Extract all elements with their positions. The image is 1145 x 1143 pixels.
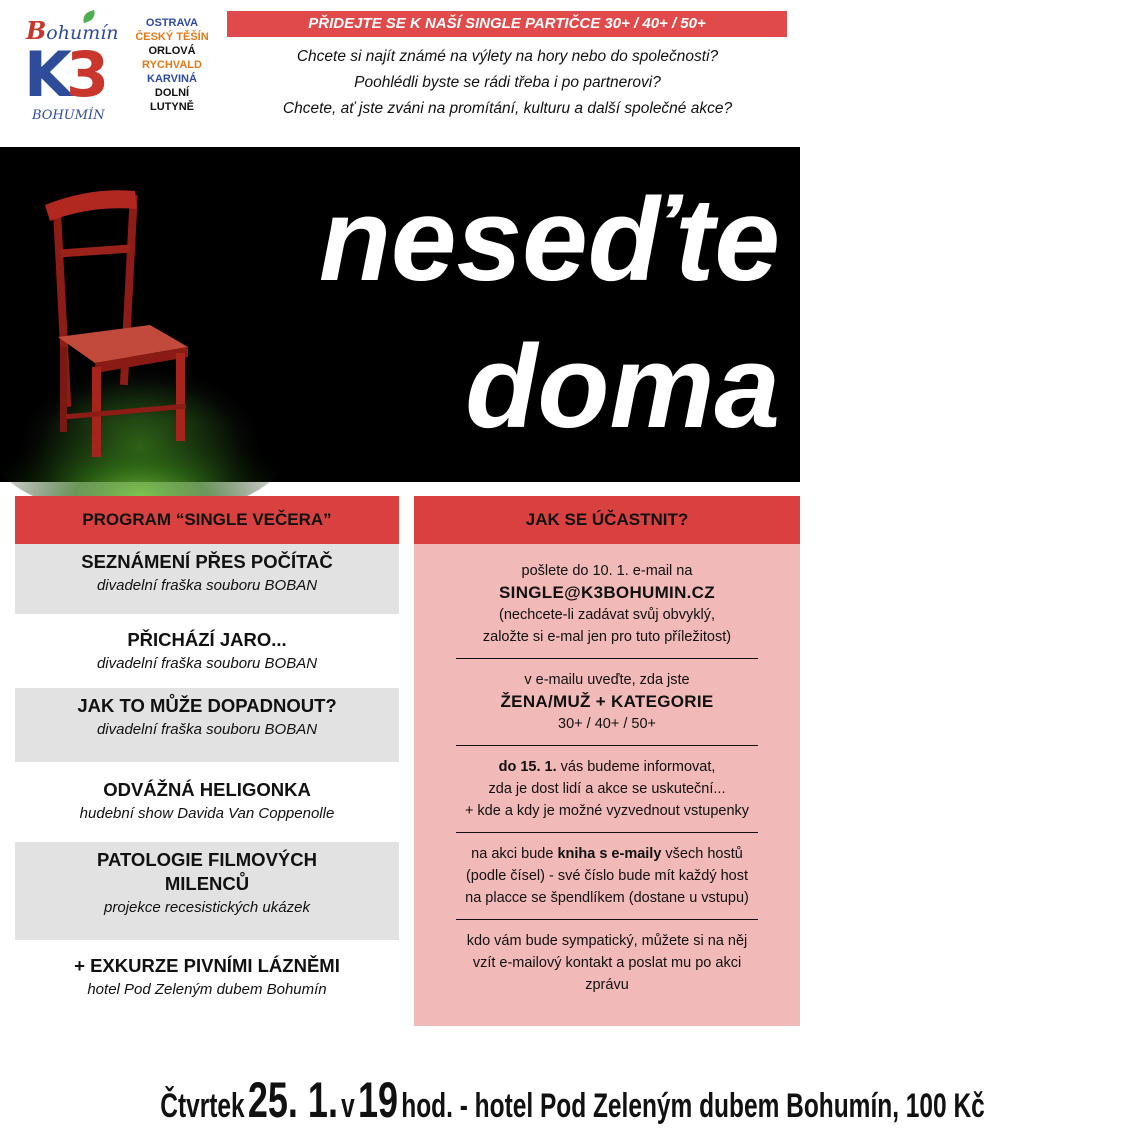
red-chair-illustration bbox=[0, 147, 268, 482]
step-text: pošlete do 10. 1. e-mail na bbox=[521, 563, 693, 579]
step-text: vzít e-mailový kontakt a poslat mu po akci bbox=[472, 955, 742, 971]
program-item-subtitle: hudební show Davida Van Coppenolle bbox=[79, 805, 335, 822]
invite-question: Chcete si najít známé na výlety na hory nebo do společnosti? bbox=[296, 48, 719, 65]
logo-wordmark-bottom: BOHUMÍN bbox=[32, 108, 105, 123]
program-item bbox=[15, 544, 399, 614]
k3-bohumin-logo bbox=[20, 12, 120, 128]
step-text: (podle čísel) - své číslo bude mít každý host bbox=[465, 868, 749, 884]
program-item bbox=[15, 688, 399, 762]
invite-question: Poohlédli byste se rádi třeba i po partnerovi? bbox=[354, 74, 661, 91]
step-text: v e-mailu uveďte, zda jste bbox=[524, 672, 690, 688]
program-item bbox=[15, 614, 399, 688]
city-name: RYCHVALD bbox=[142, 59, 202, 71]
headline-line-2: doma bbox=[465, 321, 780, 453]
program-item-title: SEZNÁMENÍ PŘES POČÍTAČ bbox=[81, 551, 333, 572]
program-heading: PROGRAM “SINGLE VEČERA” bbox=[15, 496, 399, 544]
event-day: Čtvrtek bbox=[160, 1087, 245, 1125]
step-text-rest: vás budeme informovat, bbox=[556, 759, 716, 775]
logo-k3-mark: K3 bbox=[24, 38, 104, 111]
program-item bbox=[15, 940, 399, 1014]
participation-section bbox=[414, 496, 800, 1026]
divider bbox=[456, 919, 758, 920]
program-item-title: JAK TO MŮŽE DOPADNOUT? bbox=[77, 695, 337, 716]
participation-steps bbox=[414, 544, 800, 1002]
step-text-post: všech hostů bbox=[661, 846, 743, 862]
step-text: zda je dost lidí a akce se uskuteční... bbox=[488, 781, 726, 797]
step-text bbox=[456, 843, 758, 865]
program-item-title: ODVÁŽNÁ HELIGONKA bbox=[103, 779, 311, 800]
program-item-title: PATOLOGIE FILMOVÝCH MILENCŮ bbox=[97, 849, 317, 894]
program-item-subtitle: divadelní fraška souboru BOBAN bbox=[96, 721, 318, 738]
step-text-pre: na akci bude bbox=[471, 846, 558, 862]
invite-question: Chcete, ať jste zváni na promítání, kulturu a další společné akce? bbox=[282, 100, 733, 117]
hero-banner bbox=[0, 147, 800, 482]
participation-step bbox=[456, 924, 758, 1002]
step-emphasis: kniha s e-maily bbox=[557, 846, 662, 862]
program-item-subtitle: divadelní fraška souboru BOBAN bbox=[96, 577, 318, 594]
step-text: (nechcete-li zadávat svůj obvyklý, bbox=[499, 607, 715, 623]
step-text: zprávu bbox=[585, 977, 629, 993]
step-text: 30+ / 40+ / 50+ bbox=[558, 716, 656, 732]
program-section bbox=[15, 496, 399, 1014]
event-venue-price: hod. - hotel Pod Zeleným dubem Bohumín, 100 Kč bbox=[401, 1087, 985, 1125]
city-name: DOLNÍ bbox=[154, 87, 190, 99]
program-item-subtitle: divadelní fraška souboru BOBAN bbox=[96, 655, 318, 672]
participation-heading: JAK SE ÚČASTNIT? bbox=[414, 496, 800, 544]
city-name: OSTRAVA bbox=[145, 17, 199, 29]
event-at: v bbox=[341, 1087, 355, 1125]
step-text: kdo vám bude sympatický, můžete si na něj bbox=[466, 933, 748, 949]
step-text bbox=[456, 756, 758, 778]
divider bbox=[456, 832, 758, 833]
program-item-title: + EXKURZE PIVNÍMI LÁZNĚMI bbox=[74, 955, 340, 976]
headline-line-1: neseďte bbox=[318, 174, 780, 306]
step-text: na placce se špendlíkem (dostane u vstupu) bbox=[465, 890, 749, 906]
city-name: ČESKÝ TĚŠÍN bbox=[135, 31, 209, 43]
participation-step bbox=[456, 663, 758, 741]
program-item bbox=[15, 842, 399, 940]
contact-email: SINGLE@K3BOHUMIN.CZ bbox=[499, 583, 715, 602]
participation-step bbox=[456, 552, 758, 654]
step-text: + kde a kdy je možné vyzvednout vstupenky bbox=[464, 803, 750, 819]
logo-wordmark-top: Bohumín bbox=[26, 16, 119, 45]
invite-questions bbox=[220, 44, 795, 122]
participation-step bbox=[456, 837, 758, 915]
step-emphasis: do 15. 1. bbox=[498, 759, 557, 775]
red-chair-photo bbox=[0, 147, 268, 482]
city-name: KARVINÁ bbox=[147, 73, 197, 85]
program-item-subtitle: hotel Pod Zeleným dubem Bohumín bbox=[87, 981, 327, 998]
city-name: LUTYNĚ bbox=[150, 101, 194, 113]
city-name: ORLOVÁ bbox=[148, 45, 196, 57]
invite-banner: PŘIDEJTE SE K NAŠÍ SINGLE PARTIČCE 30+ / 40+ / 50+ bbox=[227, 11, 787, 37]
step-emphasis: ŽENA/MUŽ + KATEGORIE bbox=[500, 692, 714, 711]
event-hour: 19 bbox=[357, 1072, 399, 1128]
program-item bbox=[15, 762, 399, 842]
program-item-subtitle: projekce recesistických ukázek bbox=[104, 899, 310, 916]
event-details-line bbox=[0, 1070, 985, 1130]
divider bbox=[456, 745, 758, 746]
event-date: 25. 1. bbox=[247, 1072, 338, 1128]
divider bbox=[456, 658, 758, 659]
program-item-title: PŘICHÁZÍ JARO... bbox=[127, 629, 287, 650]
step-text: založte si e-mal jen pro tuto příležitost) bbox=[482, 629, 732, 645]
city-list bbox=[122, 16, 222, 114]
participation-step bbox=[456, 750, 758, 828]
